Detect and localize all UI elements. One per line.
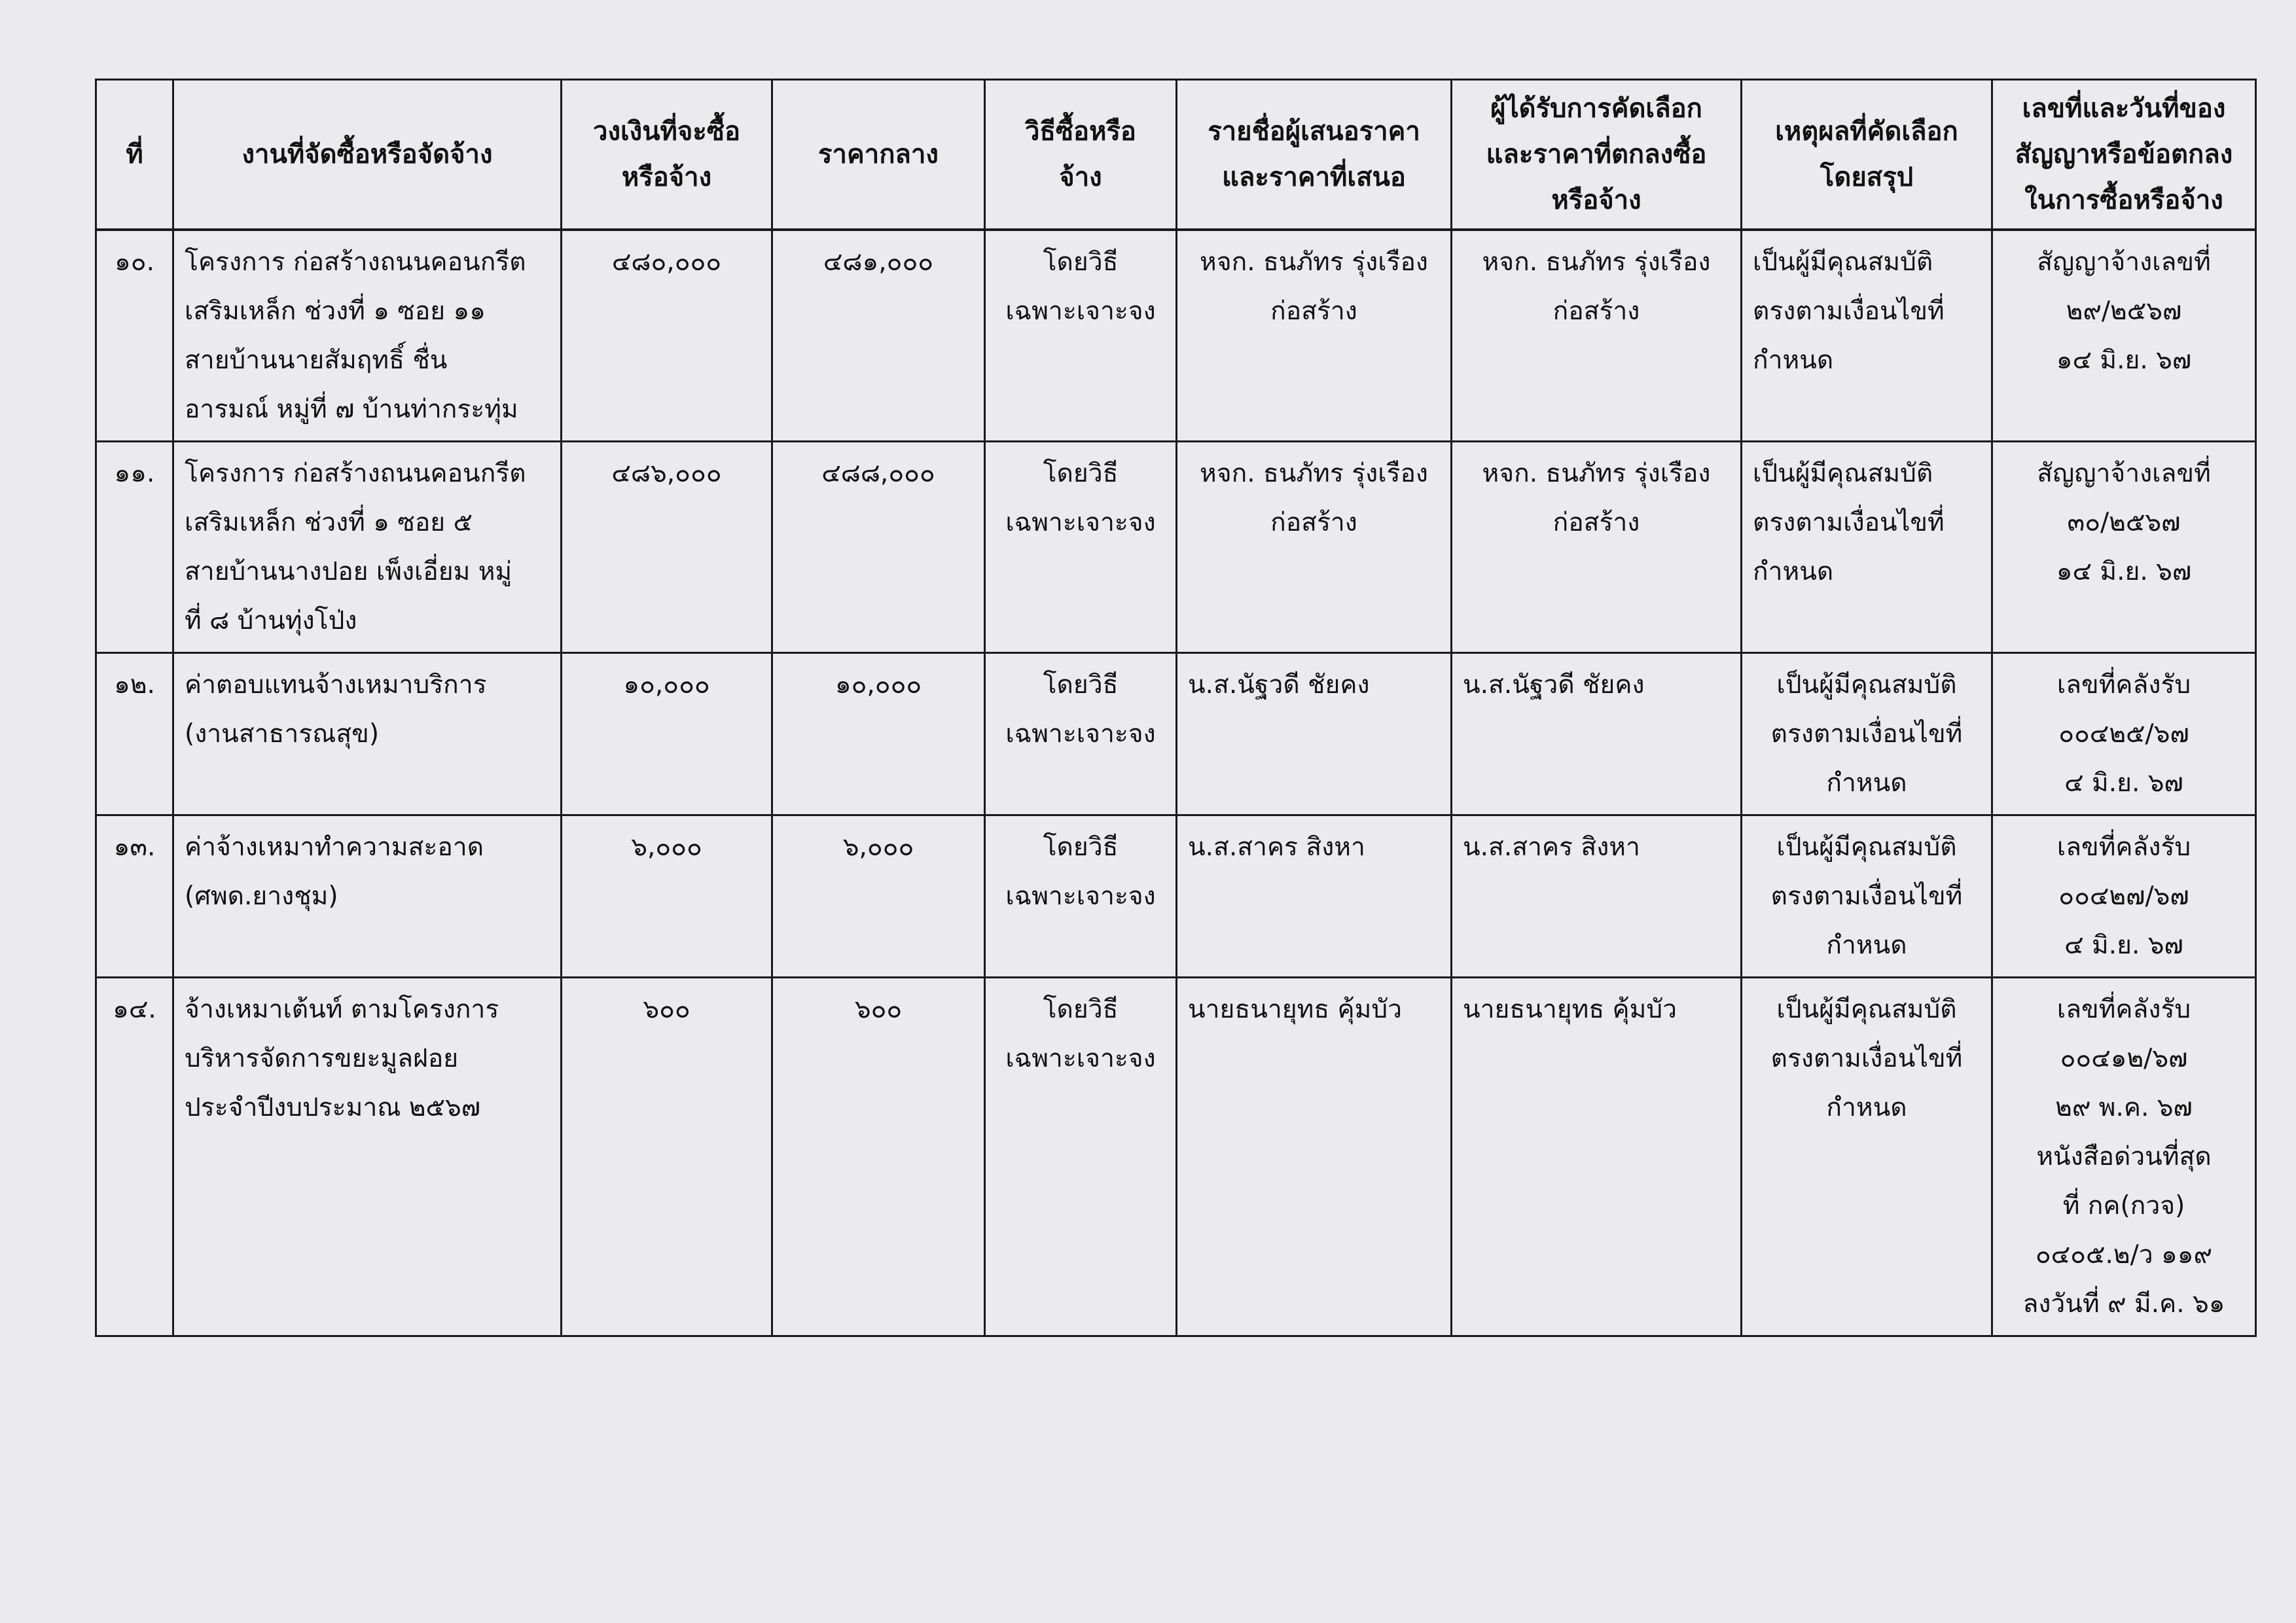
header-line: วงเงินที่จะซื้อ — [593, 116, 740, 147]
cell-work — [173, 442, 562, 653]
cell-selected — [1452, 230, 1742, 442]
cell-no: ๑๔. — [96, 978, 173, 1336]
cell-line: ตรงตามเงื่อนไขที่ — [1770, 719, 1963, 749]
cell-line: เลขที่คลังรับ — [2056, 670, 2191, 700]
cell-line: ๓๐/๒๕๖๗ — [2067, 508, 2181, 537]
cell-line: ประจำปีงบประมาณ ๒๕๖๗ — [185, 1093, 481, 1122]
cell-line: ตรงตามเงื่อนไขที่ — [1770, 882, 1963, 911]
cell-line: สายบ้านนางปอย เพ็งเอี่ยม หมู่ — [185, 557, 512, 586]
cell-line: เฉพาะเจาะจง — [1005, 882, 1156, 911]
cell-reason — [1742, 230, 1992, 442]
cell-reason — [1742, 978, 1992, 1336]
cell-line: เฉพาะเจาะจง — [1005, 508, 1156, 537]
cell-reason — [1742, 442, 1992, 653]
cell-line: ค่าจ้างเหมาทำความสะอาด — [185, 832, 484, 862]
cell-work — [173, 978, 562, 1336]
cell-median-price: ๔๘๘,๐๐๐ — [772, 442, 985, 653]
cell-line: หนังสือด่วนที่สุด — [2036, 1142, 2212, 1171]
cell-line: (ศพด.ยางชุม) — [185, 882, 338, 911]
cell-line: โครงการ ก่อสร้างถนนคอนกรีต — [185, 247, 526, 277]
cell-line: น.ส.สาคร สิงหา — [1188, 832, 1365, 862]
header-reason — [1742, 80, 1992, 230]
cell-line: เป็นผู้มีคุณสมบัติ — [1776, 670, 1957, 700]
cell-median-price: ๑๐,๐๐๐ — [772, 653, 985, 815]
cell-line: ๐๐๔๒๕/๖๗ — [2058, 719, 2189, 749]
cell-work — [173, 230, 562, 442]
cell-line: โดยวิธี — [1043, 832, 1119, 862]
cell-line: สายบ้านนายสัมฤทธิ์ ชื่น — [185, 346, 448, 375]
cell-reason — [1742, 815, 1992, 978]
table-row — [96, 978, 2256, 1336]
header-line: หรือจ้าง — [621, 162, 712, 192]
header-budget — [562, 80, 772, 230]
header-line: ผู้ได้รับการคัดเลือก — [1490, 94, 1702, 124]
cell-line: โครงการ ก่อสร้างถนนคอนกรีต — [185, 459, 526, 488]
cell-line: ๔ มิ.ย. ๖๗ — [2064, 768, 2183, 798]
cell-selected — [1452, 815, 1742, 978]
header-line: โดยสรุป — [1820, 162, 1914, 192]
cell-line: เสริมเหล็ก ช่วงที่ ๑ ซอย ๕ — [185, 508, 473, 537]
cell-line: น.ส.นัฐวดี ชัยคง — [1188, 670, 1370, 700]
header-line: สัญญาหรือข้อตกลง — [2015, 139, 2233, 169]
cell-line: ๑๔ มิ.ย. ๖๗ — [2056, 557, 2192, 586]
cell-line: ๔ มิ.ย. ๖๗ — [2064, 931, 2183, 960]
cell-line: ที่ กค(กวจ) — [2062, 1191, 2185, 1221]
cell-bidders — [1177, 442, 1452, 653]
cell-line: ก่อสร้าง — [1270, 508, 1357, 537]
cell-line: สัญญาจ้างเลขที่ — [2037, 247, 2211, 277]
cell-contract — [1992, 230, 2256, 442]
cell-line: ตรงตามเงื่อนไขที่ — [1753, 508, 1945, 537]
cell-selected — [1452, 442, 1742, 653]
cell-no: ๑๑. — [96, 442, 173, 653]
table-row — [96, 653, 2256, 815]
cell-line: ๐๐๔๑๒/๖๗ — [2060, 1044, 2188, 1073]
cell-line: กำหนด — [1826, 931, 1907, 960]
cell-budget: ๖,๐๐๐ — [562, 815, 772, 978]
header-work — [173, 80, 562, 230]
cell-median-price: ๔๘๑,๐๐๐ — [772, 230, 985, 442]
cell-contract — [1992, 653, 2256, 815]
cell-no: ๑๓. — [96, 815, 173, 978]
cell-line: สัญญาจ้างเลขที่ — [2037, 459, 2211, 488]
cell-median-price: ๖,๐๐๐ — [772, 815, 985, 978]
cell-line: หจก. ธนภัทร รุ่งเรือง — [1482, 459, 1711, 488]
cell-line: หจก. ธนภัทร รุ่งเรือง — [1200, 459, 1428, 488]
cell-selected — [1452, 978, 1742, 1336]
cell-bidders — [1177, 653, 1452, 815]
header-line: และราคาที่เสนอ — [1222, 162, 1406, 192]
cell-line: โดยวิธี — [1043, 670, 1119, 700]
cell-line: เฉพาะเจาะจง — [1005, 296, 1156, 326]
cell-reason — [1742, 653, 1992, 815]
cell-median-price: ๖๐๐ — [772, 978, 985, 1336]
cell-line: ๐๔๐๕.๒/ว ๑๑๙ — [2035, 1240, 2213, 1270]
cell-budget: ๖๐๐ — [562, 978, 772, 1336]
header-contract — [1992, 80, 2256, 230]
cell-line: ลงวันที่ ๙ มี.ค. ๖๑ — [2022, 1289, 2225, 1319]
table-row — [96, 230, 2256, 442]
cell-method — [985, 442, 1177, 653]
cell-selected — [1452, 653, 1742, 815]
cell-line: กำหนด — [1826, 1093, 1907, 1122]
cell-method — [985, 230, 1177, 442]
cell-method — [985, 815, 1177, 978]
cell-line: กำหนด — [1753, 346, 1834, 375]
header-line: รายชื่อผู้เสนอราคา — [1208, 116, 1420, 147]
cell-line: กำหนด — [1826, 768, 1907, 798]
table-row — [96, 815, 2256, 978]
cell-line: ๒๙ พ.ค. ๖๗ — [2055, 1093, 2193, 1122]
cell-bidders — [1177, 815, 1452, 978]
header-line: วิธีซื้อหรือ — [1025, 116, 1136, 147]
cell-line: หจก. ธนภัทร รุ่งเรือง — [1200, 247, 1428, 277]
cell-line: โดยวิธี — [1043, 995, 1119, 1024]
header-row — [96, 80, 2256, 230]
cell-method — [985, 978, 1177, 1336]
cell-line: ๑๔ มิ.ย. ๖๗ — [2056, 346, 2192, 375]
header-line: ราคากลาง — [818, 139, 939, 169]
cell-line: จ้างเหมาเต้นท์ ตามโครงการ — [185, 995, 499, 1024]
cell-line: ก่อสร้าง — [1552, 508, 1640, 537]
cell-line: ตรงตามเงื่อนไขที่ — [1753, 296, 1945, 326]
cell-contract — [1992, 815, 2256, 978]
cell-line: ๐๐๔๒๗/๖๗ — [2058, 882, 2189, 911]
cell-work — [173, 653, 562, 815]
cell-line: โดยวิธี — [1043, 459, 1119, 488]
cell-line: เสริมเหล็ก ช่วงที่ ๑ ซอย ๑๑ — [185, 296, 486, 326]
cell-line: ที่ ๘ บ้านทุ่งโป่ง — [185, 606, 357, 635]
header-line: เหตุผลที่คัดเลือก — [1775, 116, 1958, 147]
header-selected — [1452, 80, 1742, 230]
cell-line: ก่อสร้าง — [1552, 296, 1640, 326]
header-median-price — [772, 80, 985, 230]
cell-line: อารมณ์ หมู่ที่ ๗ บ้านท่ากระทุ่ม — [185, 395, 518, 424]
cell-bidders — [1177, 230, 1452, 442]
header-line: ในการซื้อหรือจ้าง — [2024, 185, 2223, 215]
cell-line: หจก. ธนภัทร รุ่งเรือง — [1482, 247, 1711, 277]
header-bidders — [1177, 80, 1452, 230]
cell-contract — [1992, 978, 2256, 1336]
cell-no: ๑๒. — [96, 653, 173, 815]
cell-line: น.ส.สาคร สิงหา — [1463, 832, 1640, 862]
cell-line: นายธนายุทธ คุ้มบัว — [1463, 995, 1677, 1024]
cell-line: เฉพาะเจาะจง — [1005, 1044, 1156, 1073]
cell-line: โดยวิธี — [1043, 247, 1119, 277]
cell-method — [985, 653, 1177, 815]
header-line: ที่ — [126, 139, 143, 169]
header-no — [96, 80, 173, 230]
cell-contract — [1992, 442, 2256, 653]
cell-budget: ๔๘๐,๐๐๐ — [562, 230, 772, 442]
table-row — [96, 442, 2256, 653]
cell-line: เป็นผู้มีคุณสมบัติ — [1753, 247, 1933, 277]
procurement-summary-table — [95, 79, 2257, 1337]
cell-line: น.ส.นัฐวดี ชัยคง — [1463, 670, 1645, 700]
header-line: งานที่จัดซื้อหรือจัดจ้าง — [242, 139, 493, 169]
cell-budget: ๑๐,๐๐๐ — [562, 653, 772, 815]
cell-line: กำหนด — [1753, 557, 1834, 586]
header-line: เลขที่และวันที่ของ — [2022, 94, 2226, 124]
cell-work — [173, 815, 562, 978]
cell-line: เลขที่คลังรับ — [2056, 832, 2191, 862]
header-method — [985, 80, 1177, 230]
cell-line: เฉพาะเจาะจง — [1005, 719, 1156, 749]
cell-line: ก่อสร้าง — [1270, 296, 1357, 326]
cell-line: เป็นผู้มีคุณสมบัติ — [1776, 995, 1957, 1024]
cell-no: ๑๐. — [96, 230, 173, 442]
table-header — [96, 80, 2256, 230]
cell-line: ค่าตอบแทนจ้างเหมาบริการ — [185, 670, 487, 700]
cell-line: เป็นผู้มีคุณสมบัติ — [1776, 832, 1957, 862]
table-body — [96, 230, 2256, 1336]
cell-line: เป็นผู้มีคุณสมบัติ — [1753, 459, 1933, 488]
header-line: และราคาที่ตกลงซื้อ — [1486, 139, 1707, 169]
cell-line: (งานสาธารณสุข) — [185, 719, 380, 749]
header-line: จ้าง — [1059, 162, 1102, 192]
cell-budget: ๔๘๖,๐๐๐ — [562, 442, 772, 653]
cell-line: นายธนายุทธ คุ้มบัว — [1188, 995, 1402, 1024]
cell-line: ตรงตามเงื่อนไขที่ — [1770, 1044, 1963, 1073]
cell-line: ๒๙/๒๕๖๗ — [2066, 296, 2182, 326]
cell-line: เลขที่คลังรับ — [2056, 995, 2191, 1024]
cell-bidders — [1177, 978, 1452, 1336]
cell-line: บริหารจัดการขยะมูลฝอย — [185, 1044, 459, 1073]
header-line: หรือจ้าง — [1551, 185, 1641, 215]
